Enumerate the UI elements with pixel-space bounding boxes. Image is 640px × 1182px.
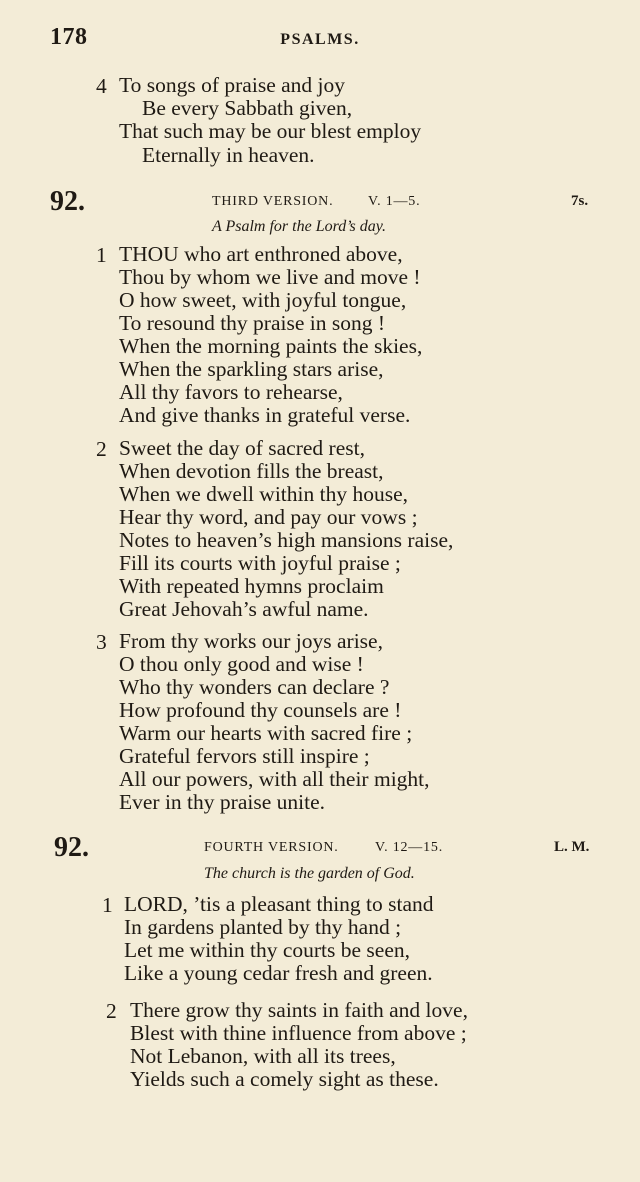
meter: 7s. bbox=[571, 193, 589, 209]
verse-line: Be every Sabbath given, bbox=[142, 96, 353, 120]
psalm-number: 92. bbox=[50, 186, 85, 217]
verse-line: Let me within thy courts be seen, bbox=[124, 938, 410, 962]
verse-line: To songs of praise and joy bbox=[119, 73, 346, 97]
verse-line: Eternally in heaven. bbox=[142, 143, 315, 167]
stanza-number: 1 bbox=[96, 243, 107, 267]
verse-line: And give thanks in grateful verse. bbox=[119, 403, 411, 427]
verse-line: To resound thy praise in song ! bbox=[119, 311, 386, 335]
stanza-number: 1 bbox=[102, 893, 113, 917]
verse-line: Hear thy word, and pay our vows ; bbox=[119, 505, 418, 529]
psalm-subtitle: The church is the garden of God. bbox=[204, 865, 415, 882]
verse-line: Sweet the day of sacred rest, bbox=[119, 436, 365, 460]
verse-line: That such may be our blest employ bbox=[119, 119, 422, 143]
stanza-number: 2 bbox=[96, 437, 107, 461]
verse-line: Fill its courts with joyful praise ; bbox=[119, 551, 401, 575]
verse-line: Great Jehovah’s awful name. bbox=[119, 597, 369, 621]
verse-line: Who thy wonders can declare ? bbox=[119, 675, 390, 699]
stanza-number: 4 bbox=[96, 74, 107, 98]
verse-line: When we dwell within thy house, bbox=[119, 482, 409, 506]
verse-line: Not Lebanon, with all its trees, bbox=[130, 1044, 396, 1068]
running-head: PSALMS. bbox=[280, 31, 360, 48]
verse-line: In gardens planted by thy hand ; bbox=[124, 915, 402, 939]
verse-line: When the morning paints the skies, bbox=[119, 334, 423, 358]
verse-line: Thou by whom we live and move ! bbox=[119, 265, 421, 289]
version-title: THIRD VERSION. bbox=[212, 194, 334, 209]
verse-line: All thy favors to rehearse, bbox=[119, 380, 343, 404]
verse-line: All our powers, with all their might, bbox=[119, 767, 430, 791]
verse-line: Notes to heaven’s high mansions raise, bbox=[119, 528, 454, 552]
verse-line: Blest with thine influence from above ; bbox=[130, 1021, 467, 1045]
verse-reference: V. 12—15. bbox=[375, 840, 444, 855]
psalm-subtitle: A Psalm for the Lord’s day. bbox=[212, 218, 386, 235]
verse-line: Yields such a comely sight as these. bbox=[130, 1067, 439, 1091]
stanza-number: 3 bbox=[96, 630, 107, 654]
meter: L. M. bbox=[554, 839, 590, 855]
verse-line: When devotion fills the breast, bbox=[119, 459, 384, 483]
verse-line: O how sweet, with joyful tongue, bbox=[119, 288, 407, 312]
verse-line: When the sparkling stars arise, bbox=[119, 357, 384, 381]
verse-line: There grow thy saints in faith and love, bbox=[130, 998, 468, 1022]
verse-line: How profound thy counsels are ! bbox=[119, 698, 402, 722]
version-title: FOURTH VERSION. bbox=[204, 840, 339, 855]
verse-line: Grateful fervors still inspire ; bbox=[119, 744, 370, 768]
page-number: 178 bbox=[50, 24, 88, 50]
verse-line: LORD, ’tis a pleasant thing to stand bbox=[124, 892, 434, 916]
verse-line: Like a young cedar fresh and green. bbox=[124, 961, 433, 985]
verse-line: O thou only good and wise ! bbox=[119, 652, 364, 676]
verse-line: With repeated hymns proclaim bbox=[119, 574, 384, 598]
verse-line: Warm our hearts with sacred fire ; bbox=[119, 721, 413, 745]
stanza-number: 2 bbox=[106, 999, 117, 1023]
verse-line: THOU who art enthroned above, bbox=[119, 242, 403, 266]
verse-reference: V. 1—5. bbox=[368, 194, 421, 209]
verse-line: From thy works our joys arise, bbox=[119, 629, 383, 653]
psalm-number: 92. bbox=[54, 832, 89, 863]
verse-line: Ever in thy praise unite. bbox=[119, 790, 325, 814]
